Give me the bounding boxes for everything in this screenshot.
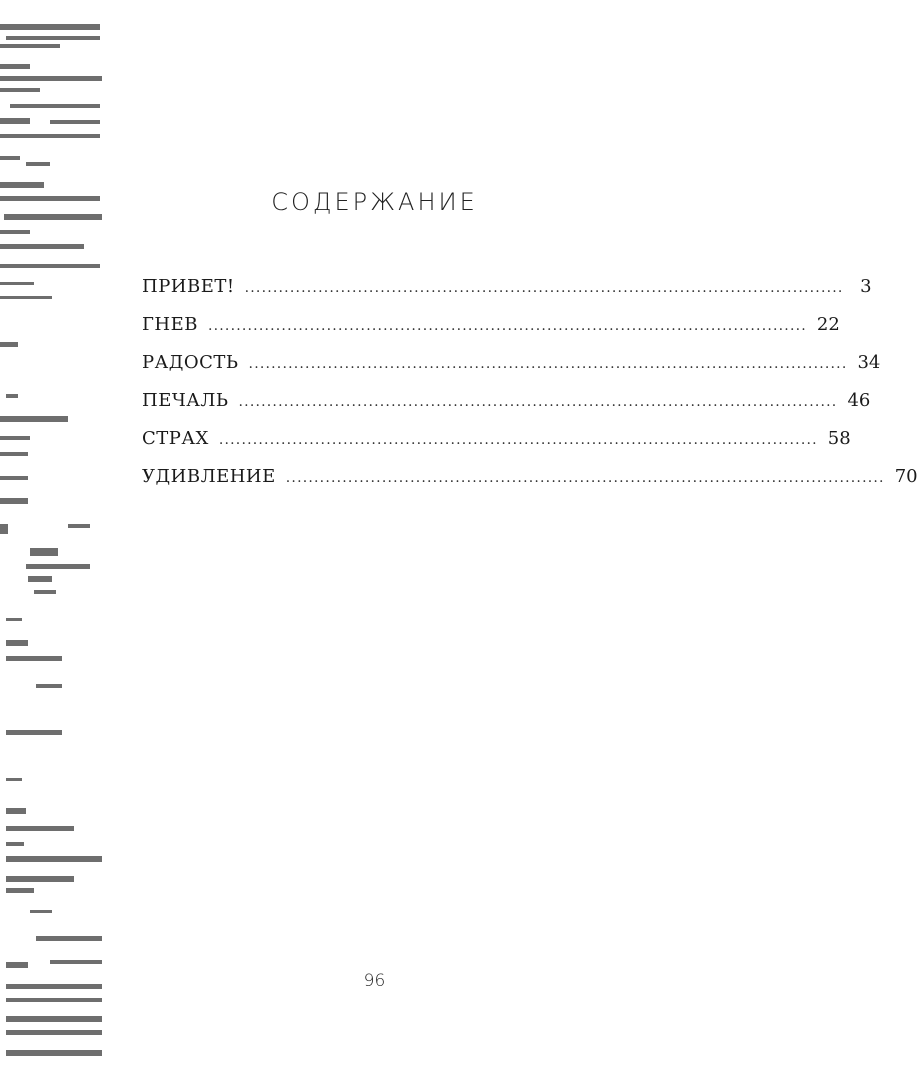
toc-entry[interactable]	[142, 428, 851, 466]
toc-entry[interactable]	[142, 276, 872, 314]
toc-dot-leader: ..........................................................................................................	[285, 470, 885, 486]
toc-dot-leader: ..........................................................................................................	[207, 318, 807, 334]
table-of-contents	[142, 276, 918, 504]
toc-entry-label: СТРАХ	[142, 428, 209, 449]
toc-dot-leader: ..........................................................................................................	[248, 356, 848, 372]
toc-entry-page: 46	[847, 390, 871, 411]
decorative-glitch-strip	[0, 0, 110, 1080]
toc-entry-page: 70	[894, 466, 918, 487]
toc-heading: СОДЕРЖАНИЕ	[271, 188, 478, 216]
toc-entry-page: 58	[827, 428, 851, 449]
toc-entry-page: 34	[857, 352, 881, 373]
toc-entry[interactable]	[142, 314, 840, 352]
toc-entry[interactable]	[142, 466, 918, 504]
toc-dot-leader: ..........................................................................................................	[218, 432, 818, 448]
toc-entry-label: ПЕЧАЛЬ	[142, 390, 229, 411]
toc-dot-leader: ..........................................................................................................	[244, 280, 844, 296]
toc-entry-page: 22	[816, 314, 840, 335]
toc-entry-page: 3	[860, 276, 872, 297]
toc-dot-leader: ..........................................................................................................	[238, 394, 838, 410]
toc-entry[interactable]	[142, 352, 881, 390]
page-number: 96	[363, 971, 386, 991]
toc-entry-label: РАДОСТЬ	[142, 352, 239, 373]
toc-entry-label: ГНЕВ	[142, 314, 198, 335]
toc-entry-label: ПРИВЕТ!	[142, 276, 235, 297]
toc-entry[interactable]	[142, 390, 871, 428]
toc-entry-label: УДИВЛЕНИЕ	[142, 466, 276, 487]
